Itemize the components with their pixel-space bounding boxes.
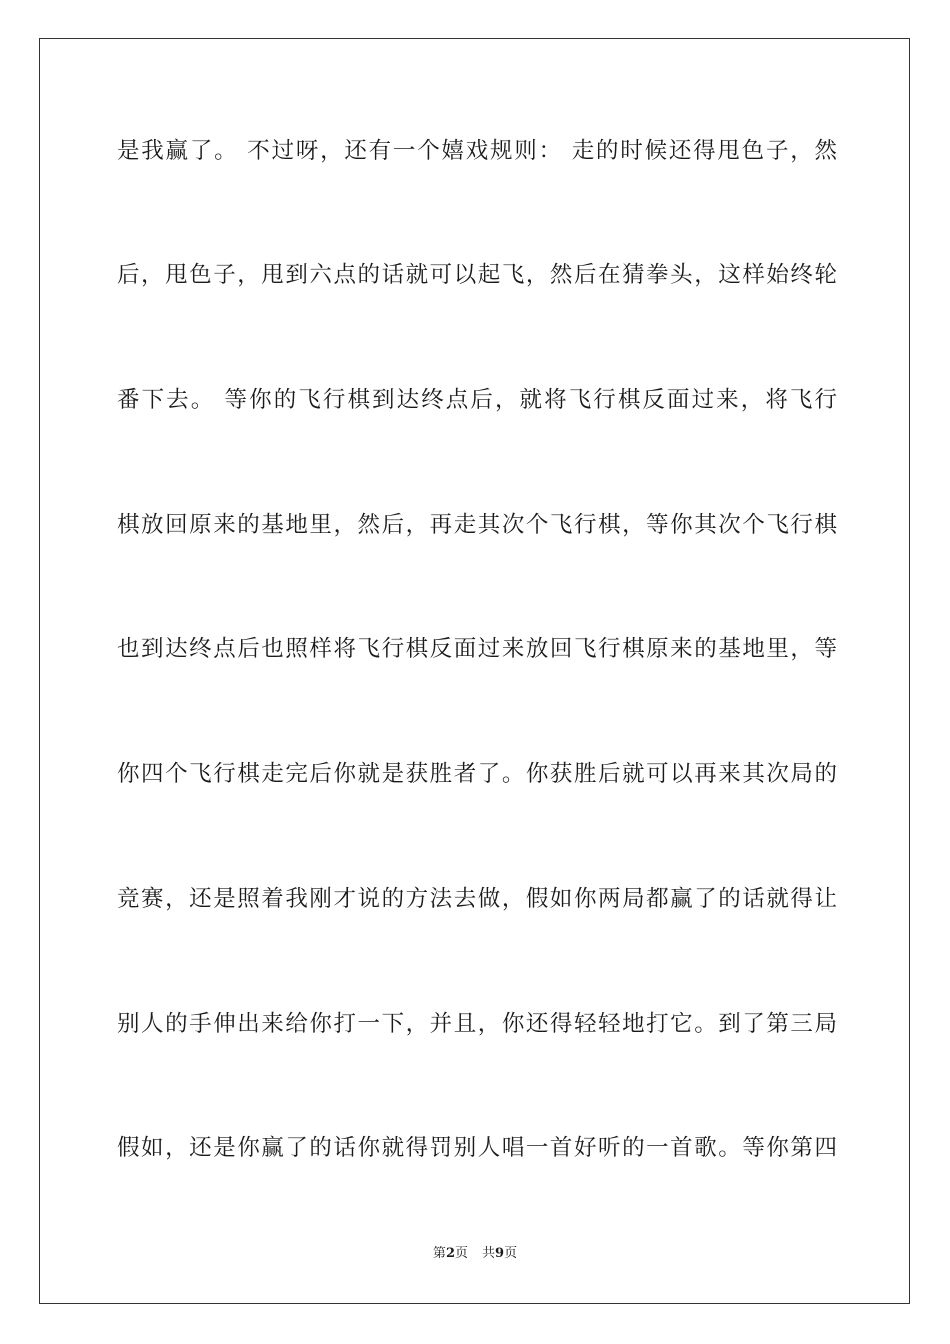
footer-total-pages: 9: [495, 1246, 505, 1261]
text-line-9: 假如，还是你赢了的话你就得罚别人唱一首好听的一首歌。等你第四: [117, 1135, 837, 1161]
text-line-8: 别人的手伸出来给你打一下，并且，你还得轻轻地打它。到了第三局: [117, 1011, 837, 1037]
footer-page-suffix: 页: [454, 1246, 468, 1261]
text-line-6: 你四个飞行棋走完后你就是获胜者了。你获胜后就可以再来其次局的: [117, 761, 837, 787]
text-line-5: 也到达终点后也照样将飞行棋反面过来放回飞行棋原来的基地里，等: [117, 636, 837, 662]
page-footer: [0, 1245, 950, 1263]
page-border: [39, 38, 910, 1304]
text-line-7: 竞赛，还是照着我刚才说的方法去做，假如你两局都赢了的话就得让: [117, 886, 837, 912]
footer-total-prefix: 共: [482, 1246, 496, 1261]
footer-page-number: 2: [445, 1246, 455, 1261]
footer-total-suffix: 页: [504, 1246, 518, 1261]
text-line-3: 番下去。 等你的飞行棋到达终点后，就将飞行棋反面过来，将飞行: [117, 387, 837, 413]
text-line-4: 棋放回原来的基地里，然后，再走其次个飞行棋，等你其次个飞行棋: [117, 512, 837, 538]
text-line-1: 是我赢了。 不过呀，还有一个嬉戏规则： 走的时候还得甩色子，然: [117, 138, 837, 164]
footer-page-prefix: 第: [432, 1246, 446, 1261]
text-line-2: 后，甩色子，甩到六点的话就可以起飞，然后在猜拳头，这样始终轮: [117, 262, 837, 288]
